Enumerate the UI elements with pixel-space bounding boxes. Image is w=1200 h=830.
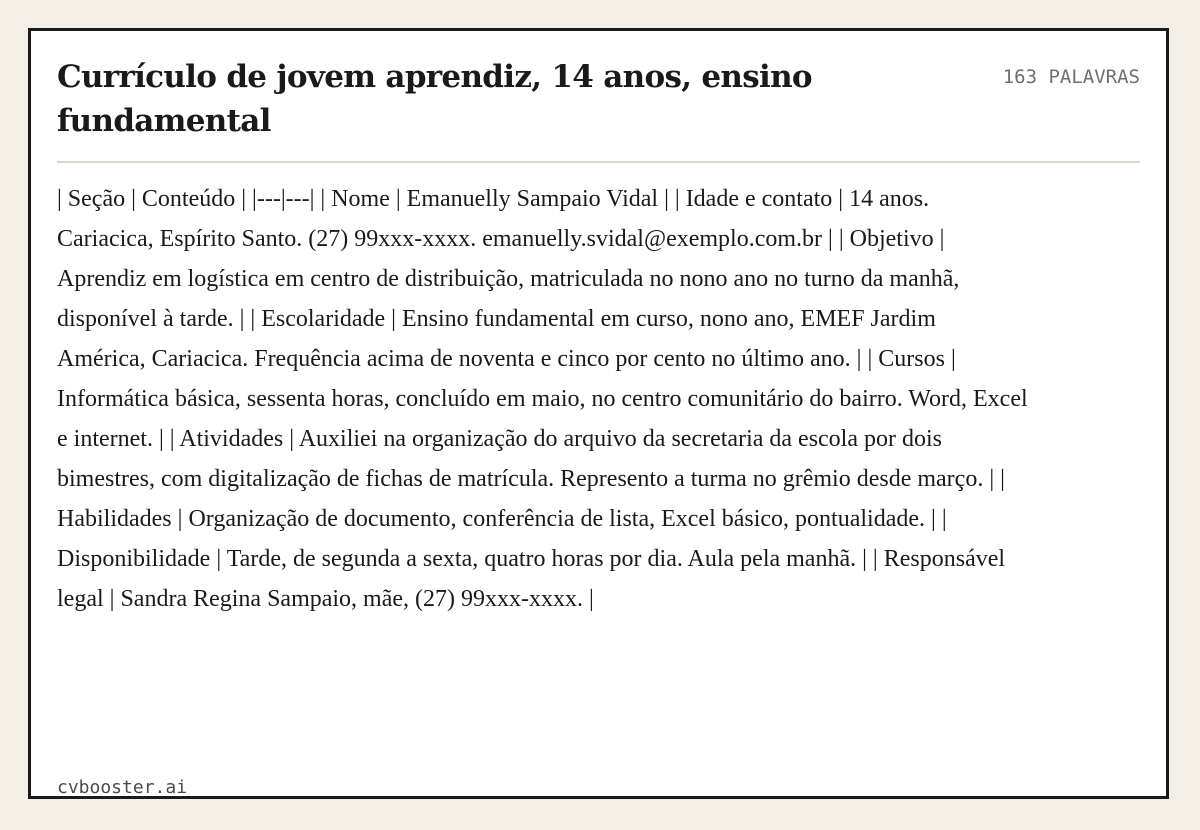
footer-brand: cvbooster.ai xyxy=(57,777,188,798)
word-count-label: 163 PALAVRAS xyxy=(1002,66,1140,88)
title-divider xyxy=(57,161,1140,163)
document-body: | Seção | Conteúdo | |---|---| | Nome | Emanuelly Sampaio Vidal | | Idade e contato | 14 anos. Cariacica, Espírito Santo. (27) 99xxx-xxxx. emanuelly.svidal@exemplo.com.br | | Objetivo | Aprendiz em logística em centro de distribuição, matriculada no nono ano no turno da manhã, disponível à tarde. | | Escolaridade | Ensino fundamental em curso, nono ano, EMEF Jardim América, Cariacica. Frequência acima de noventa e cinco por cento no último ano. | | Cursos | Informática básica, sessenta horas, concluído em maio, no centro comunitário do bairro. Word, Excel e internet. | | Atividades | Auxiliei na organização do arquivo da secretaria da escola por dois bimestres, com digitalização de fichas de matrícula. Represento a turma no grêmio desde março. | | Habilidades | Organização de documento, conferência de lista, Excel básico, pontualidade. | | Disponibilidade | Tarde, de segunda a sexta, quatro horas por dia. Aula pela manhã. | | Responsável legal | Sandra Regina Sampaio, mãe, (27) 99xxx-xxxx. | xyxy=(57,186,1028,612)
document-title: Currículo de jovem aprendiz, 14 anos, ensino fundamental xyxy=(57,59,812,139)
document-card xyxy=(28,28,1169,799)
